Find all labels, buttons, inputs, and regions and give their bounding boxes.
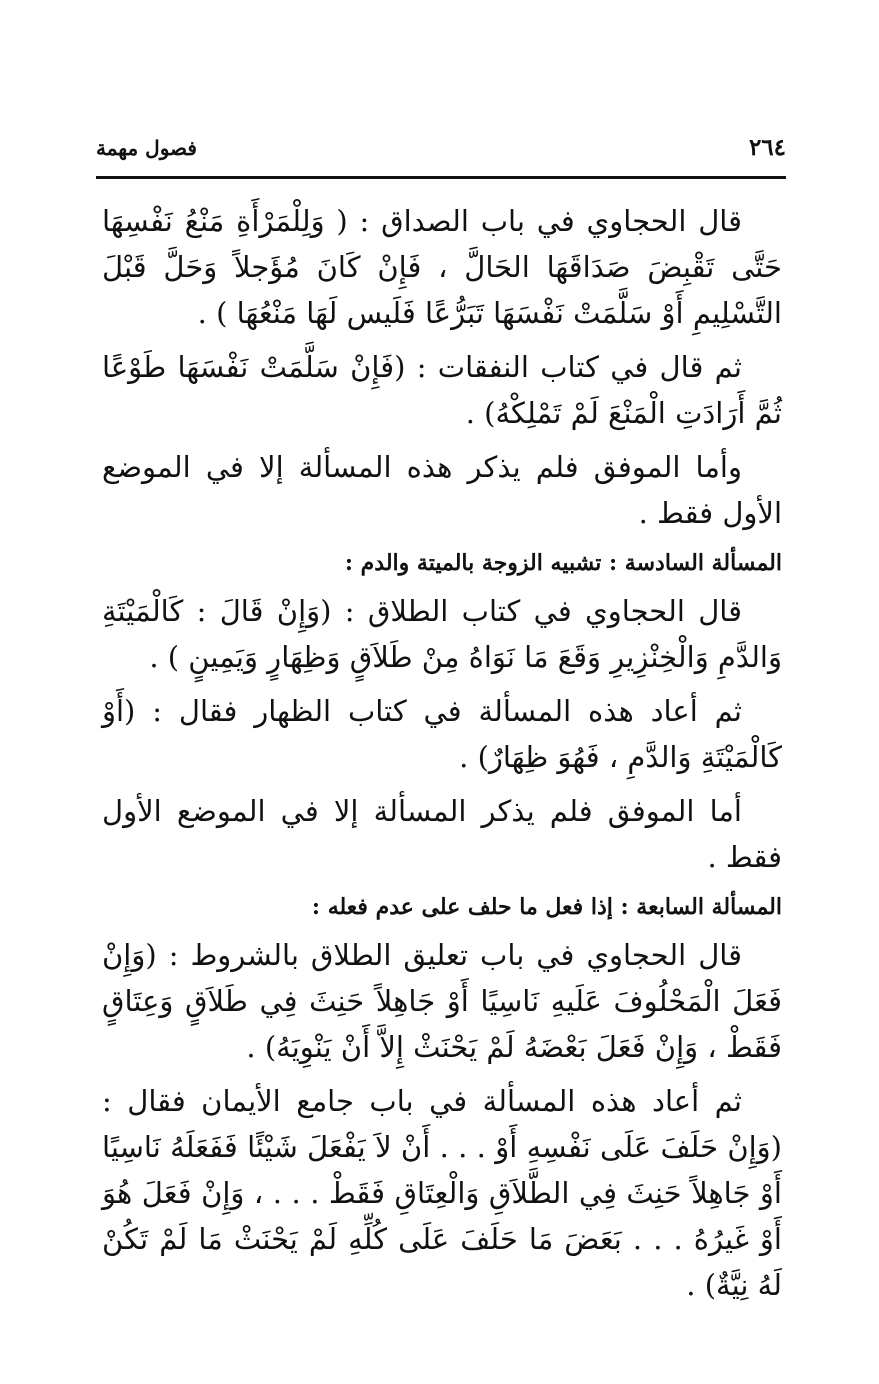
section-heading-7: المسألة السابعة : إذا فعل ما حلف على عدم فعله : — [311, 894, 782, 920]
header-divider — [96, 176, 786, 179]
paragraph-nafaqat: ثم قال في كتاب النفقات : (فَإِنْ سَلَّمَتْ نَفْسَهَا طَوْعًا ثُمَّ أَرَادَتِ الْمَنْعَ لَمْ تَمْلِكْهُ) . — [102, 350, 782, 430]
paragraph-muwaffaq-1: وأما الموفق فلم يذكر هذه المسألة إلا في الموضع الأول فقط . — [102, 450, 782, 530]
paragraph-ayman: ثم أعاد هذه المسألة في باب جامع الأيمان فقال : (وَإِنْ حَلَفَ عَلَى نَفْسِهِ أَوْ . . . أَنْ لاَ يَفْعَلَ شَيْئًا فَفَعَلَهُ نَاسِيًا أَوْ جَاهِلاً حَنِثَ فِي الطَّلاَقِ وَالْعِتَاقِ فَقَطْ . . . ، وَإِنْ فَعَلَ هُوَ أَوْ غَيرُهُ . . . بَعَضَ مَا حَلَفَ عَلَى كُلِّهِ لَمْ يَحْنَثْ مَا لَمْ تَكُنْ لَهُ نِيَّةٌ) . — [102, 1084, 782, 1302]
page-number: ٢٦٤ — [748, 134, 786, 161]
paragraph-zihar: ثم أعاد هذه المسألة في كتاب الظهار فقال : (أَوْ كَالْمَيْتَةِ وَالدَّمِ ، فَهُوَ ظِهَارٌ) . — [102, 694, 782, 774]
section-heading-6: المسألة السادسة : تشبيه الزوجة بالميتة والدم : — [344, 550, 782, 576]
paragraph-sadaq: قال الحجاوي في باب الصداق : ( وَلِلْمَرْأَةِ مَنْعُ نَفْسِهَا حَتَّى تَقْبِضَ صَدَاقَهَا الحَالَّ ، فَإِنْ كَانَ مُؤَجلاً وَحَلَّ قَبْلَ التَّسْلِيمِ أَوْ سَلَّمَتْ نَفْسَهَا تَبَرُّعًا فَلَيس لَهَا مَنْعُهَا ) . — [102, 204, 782, 330]
page-body — [102, 198, 782, 1316]
page-header — [96, 134, 786, 170]
paragraph-shurut: قال الحجاوي في باب تعليق الطلاق بالشروط : (وَإِنْ فَعَلَ الْمَحْلُوفَ عَلَيهِ نَاسِيًا أَوْ جَاهِلاً حَنِثَ فِي طَلاَقٍ وَعِتَاقٍ فَقَطْ ، وَإِنْ فَعَلَ بَعْضَهُ لَمْ يَحْنَثْ إِلاَّ أَنْ يَنْوِيَهُ) . — [102, 938, 782, 1064]
paragraph-muwaffaq-2: أما الموفق فلم يذكر المسألة إلا في الموضع الأول فقط . — [102, 794, 782, 874]
running-title: فصول مهمة — [96, 136, 197, 160]
paragraph-talaq: قال الحجاوي في كتاب الطلاق : (وَإِنْ قَالَ : كَالْمَيْتَةِ وَالدَّمِ وَالْخِنْزِيرِ وَقَعَ مَا نَوَاهُ مِنْ طَلاَقٍ وَظِهَارٍ وَيَمِينٍ ) . — [102, 594, 782, 674]
